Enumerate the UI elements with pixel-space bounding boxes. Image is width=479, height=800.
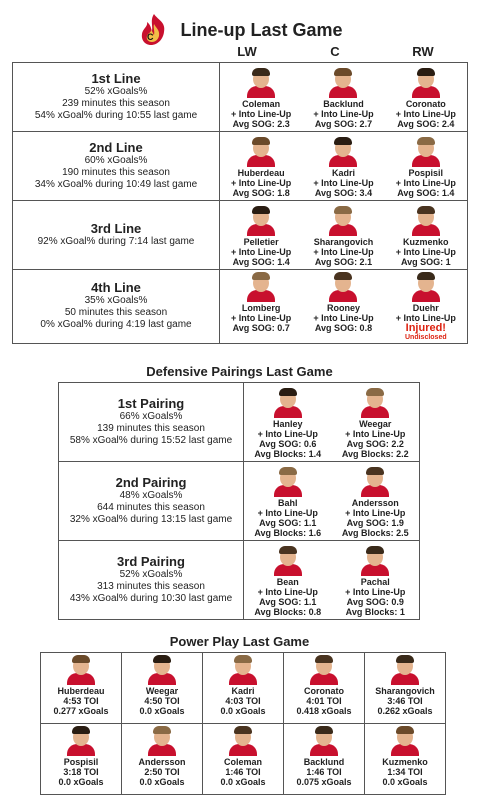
line-players: [220, 63, 468, 132]
line-row: [13, 132, 468, 201]
line-stat: 239 minutes this season: [62, 97, 170, 109]
line-stat: 0% xGoal% during 4:19 last game: [40, 319, 192, 330]
player-toi: 1:46 TOI: [306, 767, 342, 777]
player-name: Pelletier: [243, 236, 279, 247]
line-stat: 190 minutes this season: [62, 166, 170, 178]
pairing-players: [244, 383, 420, 462]
player-card: [302, 66, 384, 129]
player-xgoals: 0.0 xGoals: [220, 777, 266, 787]
pairing-players: [244, 541, 420, 620]
player-card: [122, 655, 202, 716]
pairing-stat: 48% xGoals%: [119, 489, 183, 501]
player-blocks: Avg Blocks: 2.5: [341, 527, 409, 538]
player-photo: [412, 137, 440, 167]
player-xgoals: 0.0 xGoals: [139, 706, 185, 716]
line-players: [220, 132, 468, 201]
player-blocks: Avg Blocks: 1: [345, 606, 405, 617]
player-xgoals: 0.075 xGoals: [296, 777, 352, 787]
line-name: 3rd Line: [90, 220, 142, 236]
player-photo: [274, 467, 302, 497]
player-card: [365, 655, 445, 716]
line-name: 1st Line: [91, 70, 141, 86]
player-xgoals: 0.262 xGoals: [377, 706, 433, 716]
player-blocks: Avg Blocks: 1.4: [254, 448, 322, 459]
into-lineup-button[interactable]: + Into Line-Up: [231, 313, 292, 323]
into-lineup-button[interactable]: + Into Line-Up: [345, 428, 406, 439]
player-sog: Avg SOG: 1.1: [259, 517, 317, 528]
player-name: Weegar: [359, 418, 392, 429]
pairing-stat: 66% xGoals%: [119, 410, 183, 422]
power-play-cell: [41, 653, 122, 724]
pairing-row: [59, 383, 420, 462]
player-name: Coleman: [223, 757, 262, 767]
player-stat: Avg SOG: 1.8: [232, 187, 290, 198]
player-card: [247, 544, 329, 617]
column-header-lw: LW: [237, 44, 257, 59]
player-name: Andersson: [138, 757, 186, 767]
column-header-c: C: [330, 44, 340, 59]
player-name: Coronato: [304, 686, 344, 696]
player-name: Pachal: [360, 576, 390, 587]
into-lineup-button[interactable]: + Into Line-Up: [395, 177, 456, 188]
player-name: Huberdeau: [237, 167, 285, 178]
player-sog: Avg SOG: 1.1: [259, 596, 317, 607]
pairing-row: [59, 462, 420, 541]
player-stat: Avg SOG: 2.4: [397, 118, 455, 129]
column-header-rw: RW: [412, 44, 434, 59]
into-lineup-button[interactable]: + Into Line-Up: [345, 507, 406, 518]
player-stat: Avg SOG: 1: [400, 256, 451, 267]
player-photo: [67, 726, 95, 756]
power-play-cell: [41, 724, 122, 795]
into-lineup-button[interactable]: + Into Line-Up: [257, 428, 318, 439]
pairing-name: 3rd Pairing: [117, 553, 185, 569]
forward-lines-table: [12, 62, 468, 344]
player-photo: [329, 206, 357, 236]
player-photo: [148, 655, 176, 685]
player-toi: 2:50 TOI: [144, 767, 180, 777]
player-card: [220, 66, 302, 129]
player-card: [385, 270, 467, 343]
player-name: Kadri: [231, 686, 255, 696]
player-stat: Avg SOG: 0.7: [232, 323, 290, 333]
power-play-row: [41, 653, 446, 724]
player-photo: [247, 68, 275, 98]
player-card: [220, 204, 302, 267]
player-card: [334, 544, 416, 617]
player-toi: 1:46 TOI: [225, 767, 261, 777]
power-play-section-title: Power Play Last Game: [169, 634, 310, 649]
into-lineup-button[interactable]: + Into Line-Up: [395, 246, 456, 257]
line-stat: 50 minutes this season: [64, 307, 168, 318]
player-photo: [310, 655, 338, 685]
into-lineup-button[interactable]: + Into Line-Up: [257, 507, 318, 518]
line-row: [13, 270, 468, 344]
player-xgoals: 0.277 xGoals: [53, 706, 109, 716]
player-sog: Avg SOG: 0.9: [346, 596, 404, 607]
pairing-info: [59, 383, 244, 462]
player-name: Backlund: [303, 757, 345, 767]
pairing-info: [59, 462, 244, 541]
player-photo: [67, 655, 95, 685]
player-photo: [391, 726, 419, 756]
player-toi: 4:01 TOI: [306, 696, 342, 706]
player-name: Coronato: [405, 98, 446, 109]
player-name: Coleman: [242, 98, 281, 109]
player-toi: 3:18 TOI: [63, 767, 99, 777]
into-lineup-button[interactable]: + Into Line-Up: [313, 313, 374, 323]
player-photo: [148, 726, 176, 756]
pairing-name: 1st Pairing: [117, 395, 185, 411]
player-xgoals: 0.0 xGoals: [139, 777, 185, 787]
pairing-players: [244, 462, 420, 541]
player-photo: [229, 655, 257, 685]
pairing-name: 2nd Pairing: [115, 474, 187, 490]
player-photo: [274, 546, 302, 576]
line-stat: 35% xGoals%: [84, 295, 148, 306]
line-stat: 52% xGoals%: [84, 85, 148, 97]
player-toi: 4:53 TOI: [63, 696, 99, 706]
into-lineup-button[interactable]: + Into Line-Up: [313, 177, 374, 188]
player-xgoals: 0.418 xGoals: [296, 706, 352, 716]
player-sog: Avg SOG: 2.2: [346, 438, 404, 449]
pairing-stat: 52% xGoals%: [119, 568, 183, 580]
player-card: [334, 386, 416, 459]
player-card: [302, 270, 384, 333]
pairing-stat: 139 minutes this season: [97, 422, 205, 434]
player-name: Kuzmenko: [403, 236, 449, 247]
pairing-row: [59, 541, 420, 620]
power-play-cell: [203, 653, 284, 724]
player-photo: [310, 726, 338, 756]
power-play-cell: [365, 724, 446, 795]
player-card: [247, 386, 329, 459]
power-play-row: [41, 724, 446, 795]
svg-text:C: C: [147, 32, 154, 42]
into-lineup-button[interactable]: + Into Line-Up: [395, 313, 456, 323]
player-photo: [412, 272, 440, 302]
player-photo: [329, 272, 357, 302]
power-play-cell: [284, 724, 365, 795]
power-play-table: [40, 652, 446, 795]
player-name: Bean: [276, 576, 299, 587]
player-card: [220, 135, 302, 198]
line-info: [13, 63, 220, 132]
pairing-stat: 313 minutes this season: [97, 580, 205, 592]
player-photo: [361, 388, 389, 418]
line-info: [13, 132, 220, 201]
power-play-cell: [365, 653, 446, 724]
player-card: [385, 204, 467, 267]
player-name: Duehr: [412, 303, 439, 313]
line-stat: 54% xGoal% during 10:55 last game: [34, 109, 198, 121]
line-name: 4th Line: [91, 280, 141, 295]
into-lineup-button[interactable]: + Into Line-Up: [345, 586, 406, 597]
line-stat: 60% xGoals%: [84, 154, 148, 166]
player-card: [203, 726, 283, 787]
player-stat: Avg SOG: 1.4: [397, 187, 455, 198]
player-name: Sharangovich: [375, 686, 435, 696]
power-play-cell: [284, 653, 365, 724]
flames-logo-icon: [136, 12, 172, 48]
pairing-info: [59, 541, 244, 620]
player-name: Lomberg: [241, 303, 281, 313]
player-card: [284, 655, 364, 716]
player-photo: [329, 137, 357, 167]
player-stat: Avg SOG: 2.1: [314, 256, 373, 267]
player-blocks: Avg Blocks: 1.6: [254, 527, 322, 538]
line-name: 2nd Line: [89, 139, 143, 155]
power-play-cell: [122, 724, 203, 795]
player-blocks: Avg Blocks: 2.2: [341, 448, 409, 459]
player-card: [41, 726, 121, 787]
line-players: [220, 270, 468, 344]
player-photo: [274, 388, 302, 418]
injury-detail: Undisclosed: [405, 334, 447, 341]
player-card: [122, 726, 202, 787]
player-xgoals: 0.0 xGoals: [220, 706, 266, 716]
player-name: Andersson: [351, 497, 399, 508]
page-title: Line-up Last Game: [180, 19, 343, 40]
defense-section-title: Defensive Pairings Last Game: [146, 364, 333, 379]
line-stat: 34% xGoal% during 10:49 last game: [34, 178, 198, 190]
into-lineup-button[interactable]: + Into Line-Up: [313, 246, 374, 257]
into-lineup-button[interactable]: + Into Line-Up: [257, 586, 318, 597]
player-name: Pospisil: [408, 167, 444, 178]
player-card: [284, 726, 364, 787]
player-name: Pospisil: [63, 757, 99, 767]
player-name: Hanley: [272, 418, 303, 429]
player-photo: [391, 655, 419, 685]
player-card: [385, 66, 467, 129]
player-photo: [247, 137, 275, 167]
player-photo: [412, 206, 440, 236]
line-info: [13, 270, 220, 344]
player-name: Bahl: [277, 497, 298, 508]
player-card: [385, 135, 467, 198]
player-xgoals: 0.0 xGoals: [382, 777, 428, 787]
player-stat: Avg SOG: 2.7: [314, 118, 373, 129]
player-photo: [247, 272, 275, 302]
line-players: [220, 201, 468, 270]
player-photo: [247, 206, 275, 236]
line-row: [13, 201, 468, 270]
into-lineup-button[interactable]: + Into Line-Up: [313, 108, 374, 119]
player-card: [302, 204, 384, 267]
player-name: Backlund: [323, 98, 364, 109]
player-xgoals: 0.0 xGoals: [58, 777, 104, 787]
player-card: [334, 465, 416, 538]
player-card: [41, 655, 121, 716]
player-photo: [229, 726, 257, 756]
player-blocks: Avg Blocks: 0.8: [254, 606, 322, 617]
power-play-cell: [203, 724, 284, 795]
player-stat: Avg SOG: 3.4: [314, 187, 373, 198]
pairing-stat: 644 minutes this season: [97, 501, 205, 513]
defensive-pairings-table: [58, 382, 420, 620]
player-toi: 1:34 TOI: [387, 767, 423, 777]
player-card: [203, 655, 283, 716]
pairing-stat: 58% xGoal% during 15:52 last game: [69, 434, 233, 446]
injury-status: Injured!: [405, 322, 446, 334]
power-play-cell: [122, 653, 203, 724]
player-photo: [329, 68, 357, 98]
player-toi: 4:50 TOI: [144, 696, 180, 706]
player-toi: 4:03 TOI: [225, 696, 261, 706]
line-info: [13, 201, 220, 270]
player-photo: [361, 546, 389, 576]
into-lineup-button[interactable]: + Into Line-Up: [231, 246, 292, 257]
player-name: Sharangovich: [313, 236, 374, 247]
player-name: Kadri: [331, 167, 355, 178]
player-name: Kuzmenko: [382, 757, 428, 767]
player-card: [220, 270, 302, 333]
into-lineup-button[interactable]: + Into Line-Up: [395, 108, 456, 119]
player-card: [302, 135, 384, 198]
player-photo: [412, 68, 440, 98]
into-lineup-button[interactable]: + Into Line-Up: [231, 108, 292, 119]
line-stat: 92% xGoal% during 7:14 last game: [37, 235, 195, 247]
player-card: [247, 465, 329, 538]
player-name: Huberdeau: [57, 686, 105, 696]
player-toi: 3:46 TOI: [387, 696, 423, 706]
player-stat: Avg SOG: 2.3: [232, 118, 290, 129]
player-name: Weegar: [145, 686, 179, 696]
player-name: Rooney: [326, 303, 360, 313]
pairing-stat: 32% xGoal% during 13:15 last game: [69, 513, 233, 525]
player-sog: Avg SOG: 0.6: [259, 438, 317, 449]
player-card: [365, 726, 445, 787]
player-sog: Avg SOG: 1.9: [346, 517, 404, 528]
line-row: [13, 63, 468, 132]
player-photo: [361, 467, 389, 497]
player-stat: Avg SOG: 0.8: [314, 323, 373, 333]
player-stat: Avg SOG: 1.4: [232, 256, 290, 267]
into-lineup-button[interactable]: + Into Line-Up: [231, 177, 292, 188]
pairing-stat: 43% xGoal% during 10:30 last game: [69, 592, 233, 604]
